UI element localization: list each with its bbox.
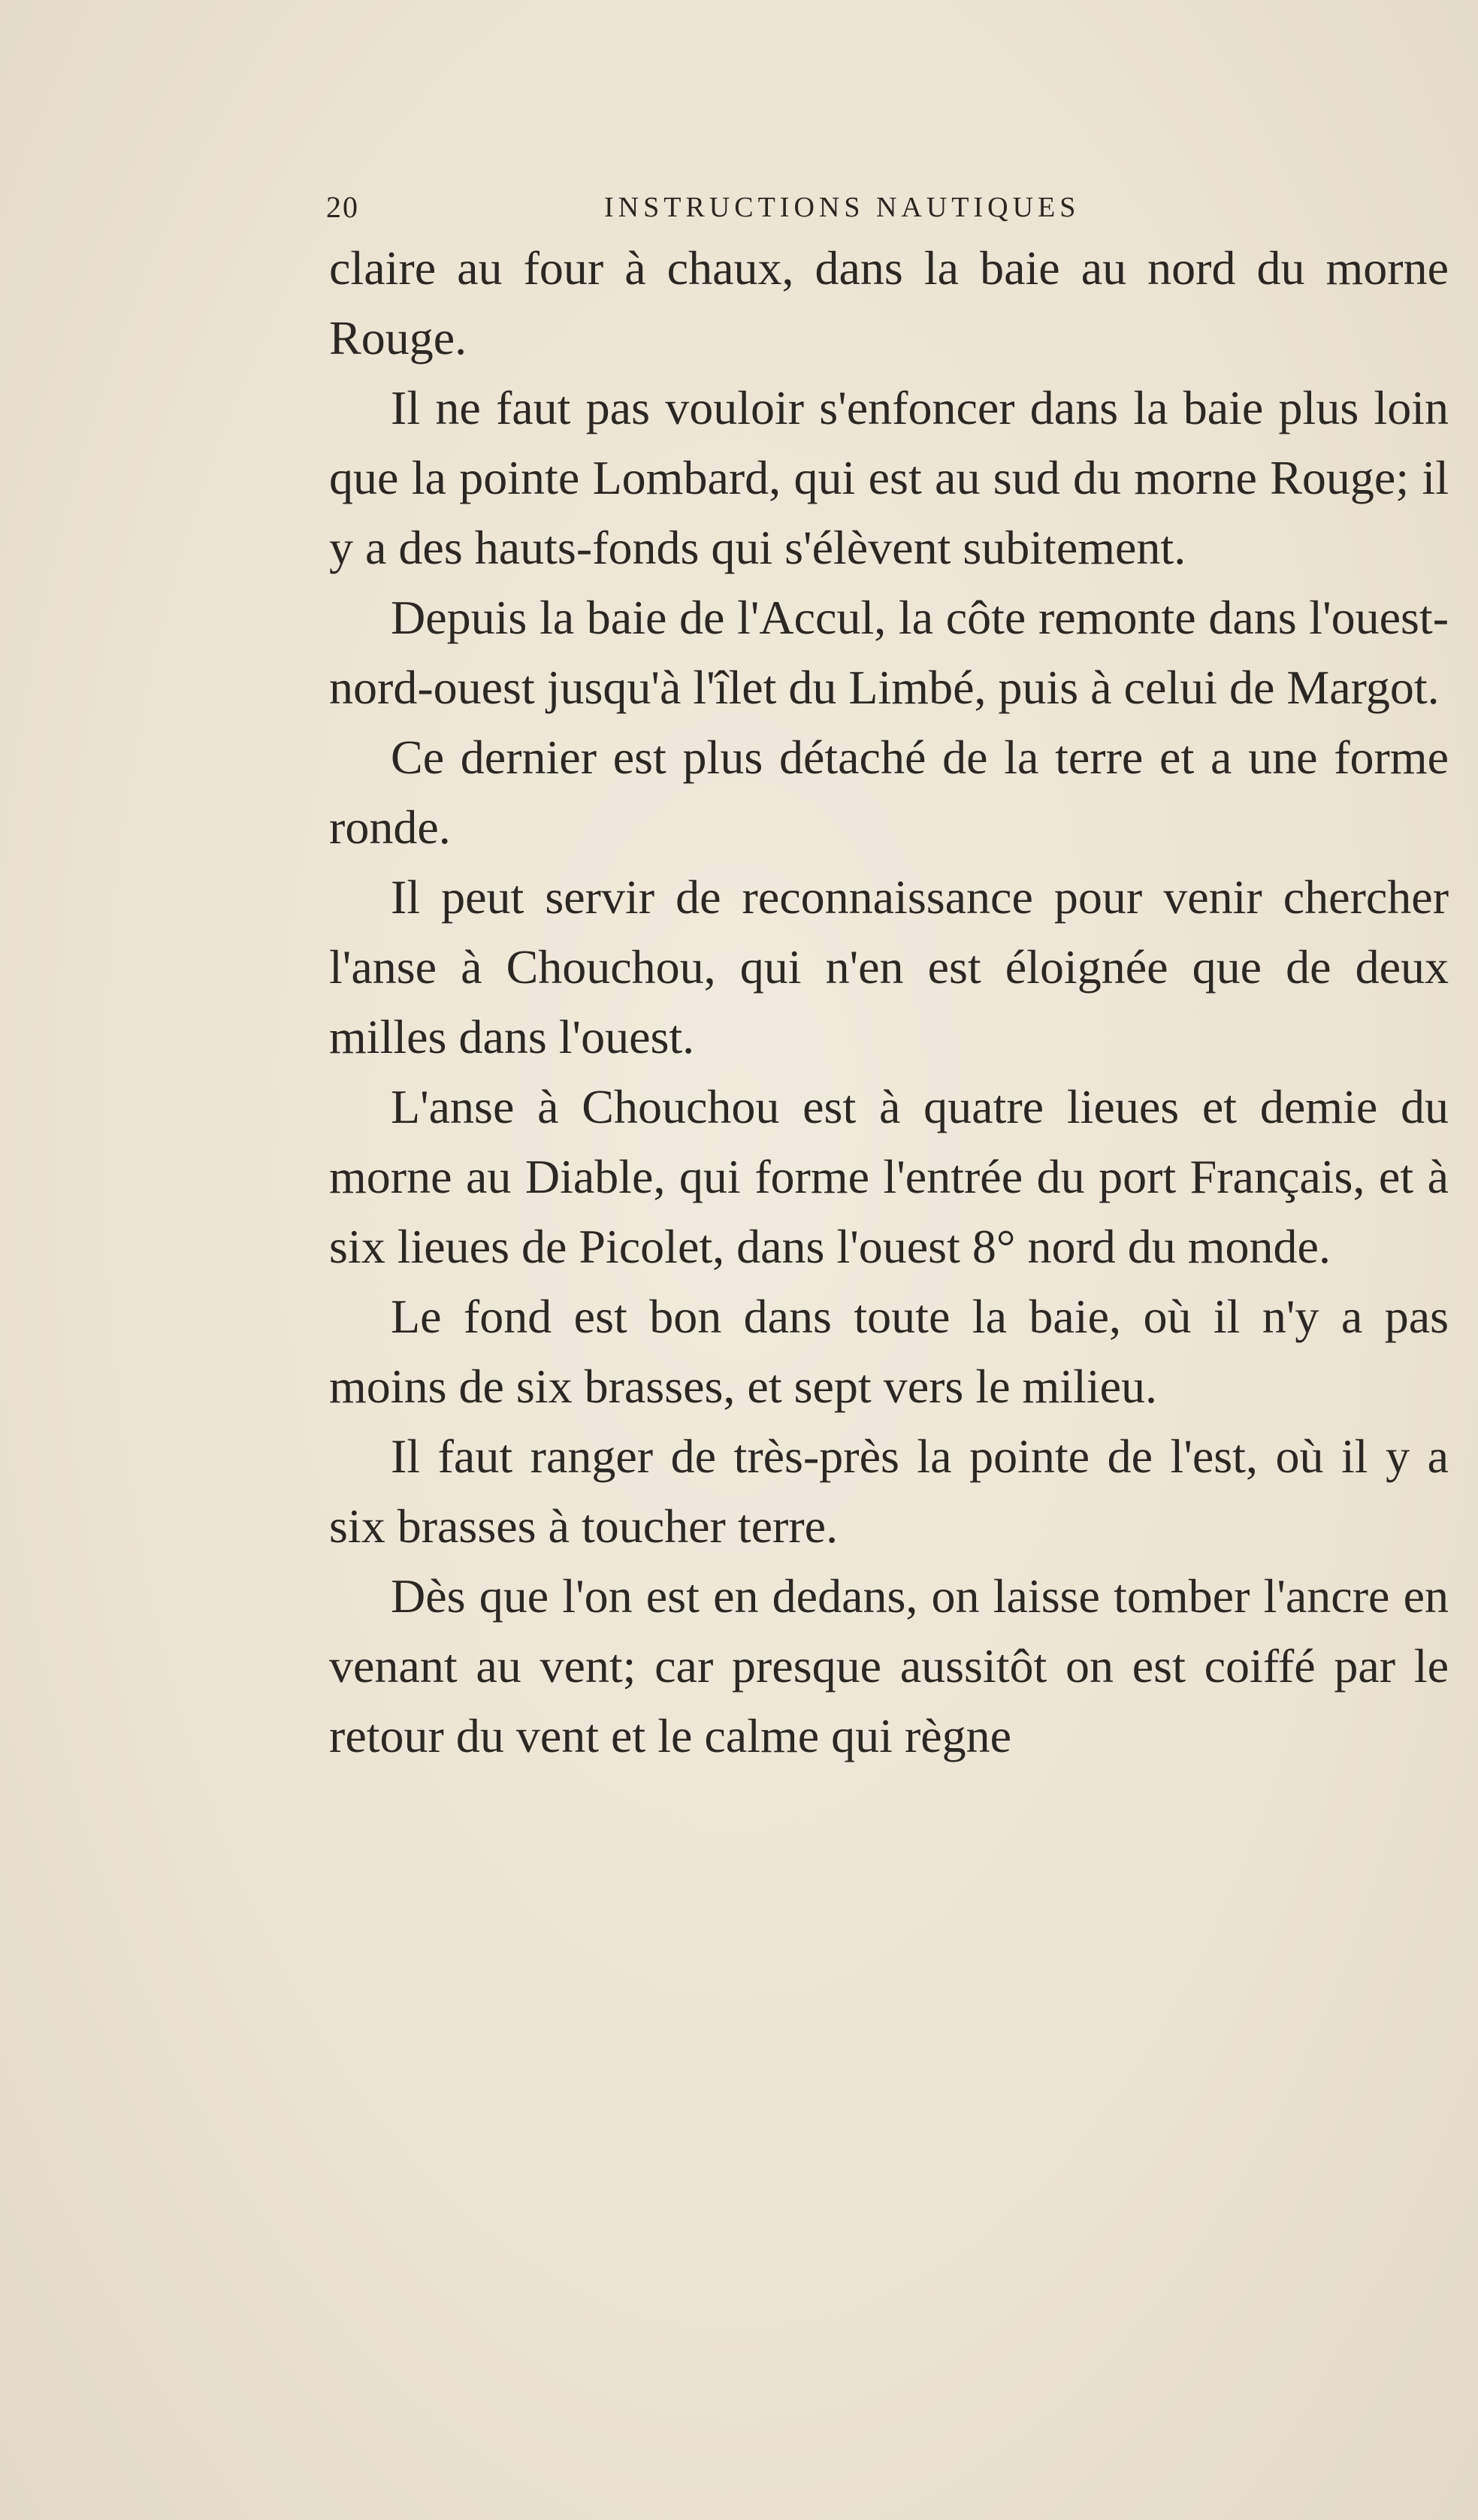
running-head: INSTRUCTIONS NAUTIQUES	[604, 192, 1081, 223]
page-header	[326, 185, 1160, 230]
page-number: 20	[326, 190, 359, 224]
paragraph: Ce dernier est plus détaché de la terre et a une forme ronde.	[329, 731, 1449, 854]
paragraph: Dès que l'on est en dedans, on laisse tomber l'ancre en venant au vent; car presque aussitôt on est coiffé par le retour du vent et le calme qui règne	[329, 1569, 1449, 1762]
paragraph-continuation: claire au four à chaux, dans la baie au nord du morne Rouge.	[329, 241, 1449, 365]
paragraph: L'anse à Chouchou est à quatre lieues et demie du morne au Diable, qui forme l'entrée du port Français, et à six lieues de Picolet, dans l'ouest 8° nord du monde.	[329, 1080, 1449, 1273]
body-text	[329, 233, 1449, 1771]
paragraph: Depuis la baie de l'Accul, la côte remonte dans l'ouest-nord-ouest jusqu'à l'îlet du Limbé, puis à celui de Margot.	[329, 591, 1449, 714]
paragraph: Il faut ranger de très-près la pointe de l'est, où il y a six brasses à toucher terre.	[329, 1429, 1449, 1553]
paragraph: Le fond est bon dans toute la baie, où il n'y a pas moins de six brasses, et sept vers le milieu.	[329, 1290, 1449, 1413]
paragraph: Il ne faut pas vouloir s'enfoncer dans la baie plus loin que la pointe Lombard, qui est au sud du morne Rouge; il y a des hauts-fonds qui s'élèvent subitement.	[329, 381, 1449, 574]
paragraph: Il peut servir de reconnaissance pour venir chercher l'anse à Chouchou, qui n'en est éloignée que de deux milles dans l'ouest.	[329, 870, 1449, 1063]
